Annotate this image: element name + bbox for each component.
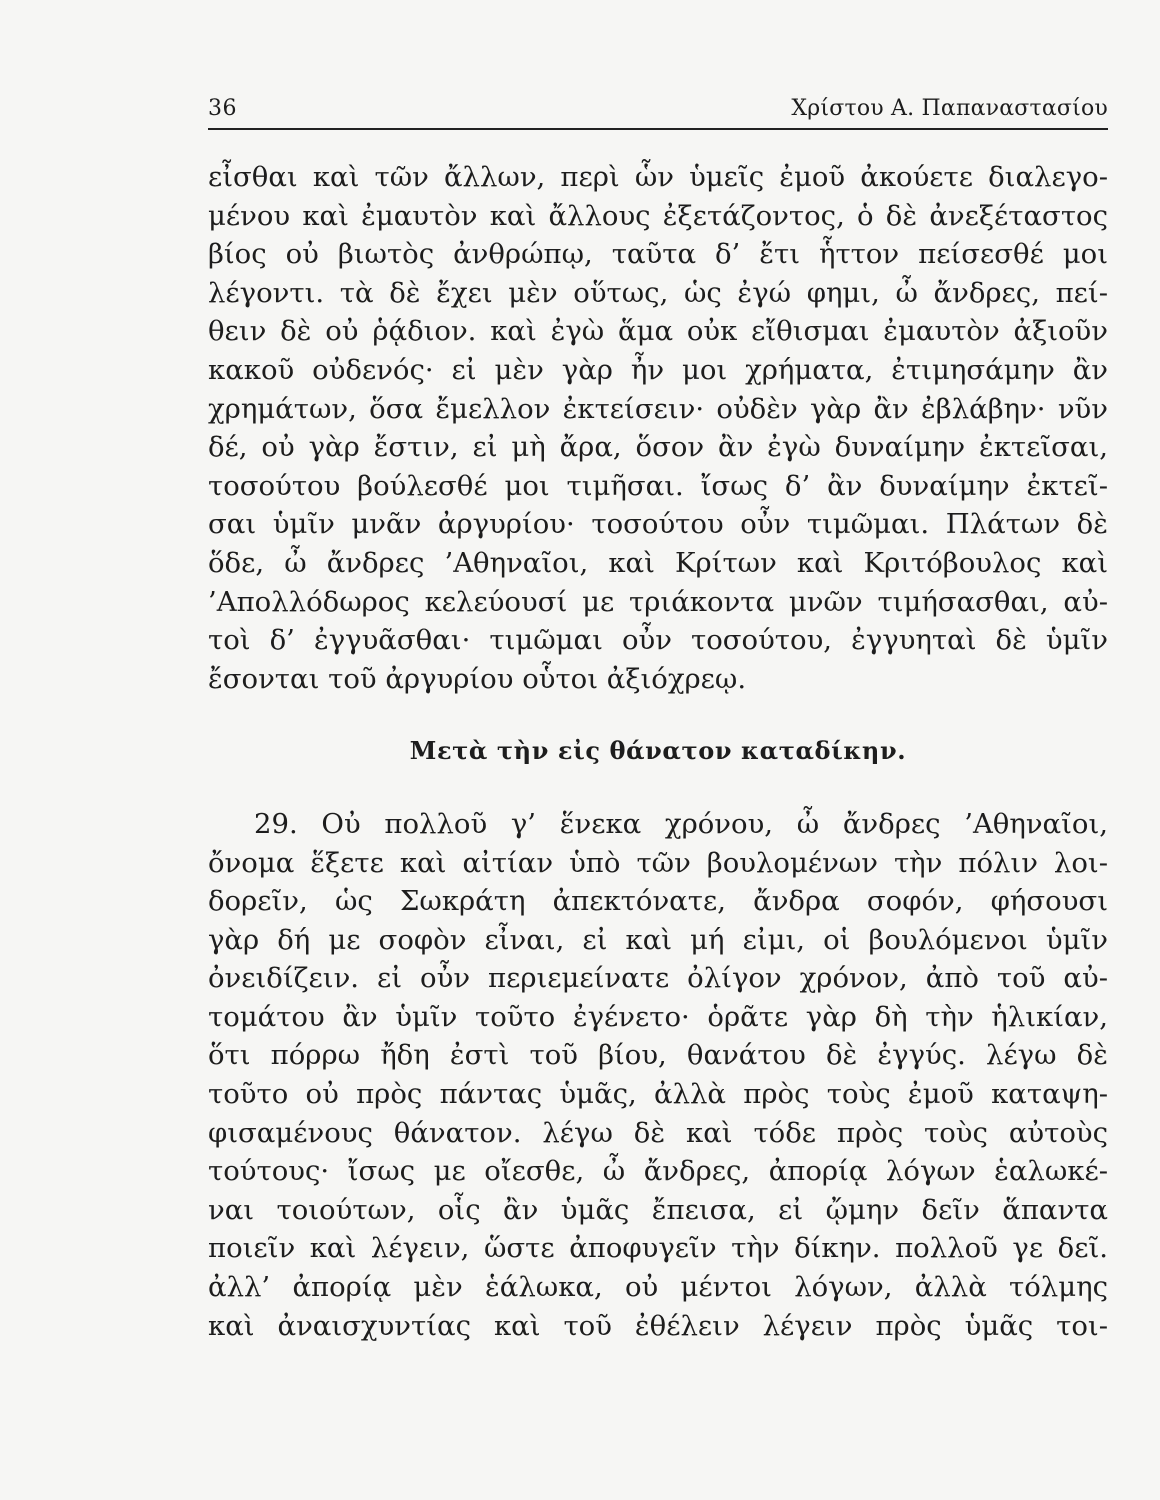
header-rule [208,128,1108,130]
paragraph-1 [208,158,1108,698]
text-line: ἀλλ’ ἀπορίᾳ μὲν ἑάλωκα, οὐ μέντοι λόγων, ἀλλὰ τόλμης [208,1271,1108,1304]
text-line: ὅδε, ὦ ἄνδρες ’Αθηναῖοι, καὶ Κρίτων καὶ Κριτόβουλος καὶ [208,546,1108,579]
text-line: βίος οὐ βιωτὸς ἀνθρώπῳ, ταῦτα δ’ ἔτι ἧττον πείσεσθέ μοι [208,238,1108,271]
text-line: ναι τοιούτων, οἷς ἂν ὑμᾶς ἔπεισα, εἰ ᾤμην δεῖν ἅπαντα [208,1193,1108,1226]
text-line: 29. Οὐ πολλοῦ γ’ ἕνεκα χρόνου, ὦ ἄνδρες ’Αθηναῖοι, [254,807,1108,840]
text-line: σαι ὑμῖν μνᾶν ἀργυρίου· τοσούτου οὖν τιμῶμαι. Πλάτων δὲ [208,508,1108,541]
text-line: θειν δὲ οὐ ῥᾴδιον. καὶ ἐγὼ ἅμα οὐκ εἴθισμαι ἐμαυτὸν ἀξιοῦν [208,315,1108,348]
paragraph-2 [208,805,1108,1345]
text-line: τομάτου ἂν ὑμῖν τοῦτο ἐγένετο· ὁρᾶτε γὰρ δὴ τὴν ἡλικίαν, [208,1000,1108,1033]
text-line: τοῦτο οὐ πρὸς πάντας ὑμᾶς, ἀλλὰ πρὸς τοὺς ἐμοῦ καταψη- [208,1078,1108,1111]
body-text [208,158,1108,1345]
text-line: δορεῖν, ὡς Σωκράτη ἀπεκτόνατε, ἄνδρα σοφόν, φήσουσι [208,885,1108,918]
text-line: χρημάτων, ὅσα ἔμελλον ἐκτείσειν· οὐδὲν γὰρ ἂν ἐβλάβην· νῦν [208,392,1108,425]
text-line: ’Απολλόδωρος κελεύουσί με τριάκοντα μνῶν τιμήσασθαι, αὐ- [208,585,1108,618]
section-heading: Μετὰ τὴν εἰς θάνατον καταδίκην. [409,736,907,766]
text-line: τοὶ δ’ ἐγγυᾶσθαι· τιμῶμαι οὖν τοσούτου, ἐγγυηταὶ δὲ ὑμῖν [208,624,1108,657]
text-line: γὰρ δή με σοφὸν εἶναι, εἰ καὶ μή εἰμι, οἱ βουλόμενοι ὑμῖν [208,923,1108,956]
text-line: τοσούτου βούλεσθέ μοι τιμῆσαι. ἴσως δ’ ἂν δυναίμην ἐκτεῖ- [208,469,1108,502]
running-head: Χρίστου Α. Παπαναστασίου [791,96,1108,121]
text-line: καὶ ἀναισχυντίας καὶ τοῦ ἐθέλειν λέγειν πρὸς ὑμᾶς τοι- [208,1309,1108,1342]
text-line: ὅτι πόρρω ἤδη ἐστὶ τοῦ βίου, θανάτου δὲ ἐγγύς. λέγω δὲ [208,1039,1108,1072]
text-line: ὀνειδίζειν. εἰ οὖν περιεμείνατε ὀλίγον χρόνον, ἀπὸ τοῦ αὐ- [208,962,1108,995]
page-header [208,96,1108,130]
text-line: τούτους· ἴσως με οἴεσθε, ὦ ἄνδρες, ἀπορίᾳ λόγων ἑαλωκέ- [208,1155,1108,1188]
text-line: ἔσονται τοῦ ἀργυρίου οὗτοι ἀξιόχρεῳ. [208,662,747,695]
text-line: λέγοντι. τὰ δὲ ἔχει μὲν οὕτως, ὡς ἐγώ φημι, ὦ ἄνδρες, πεί- [208,276,1108,309]
text-line: κακοῦ οὐδενός· εἰ μὲν γὰρ ἦν μοι χρήματα, ἐτιμησάμην ἂν [208,353,1108,386]
text-line: δέ, οὐ γὰρ ἔστιν, εἰ μὴ ἄρα, ὅσον ἂν ἐγὼ δυναίμην ἐκτεῖσαι, [208,431,1108,464]
text-line: φισαμένους θάνατον. λέγω δὲ καὶ τόδε πρὸς τοὺς αὐτοὺς [208,1116,1108,1149]
text-line: μένου καὶ ἐμαυτὸν καὶ ἄλλους ἐξετάζοντος, ὁ δὲ ἀνεξέταστος [208,199,1108,232]
text-line: εἶσθαι καὶ τῶν ἄλλων, περὶ ὧν ὑμεῖς ἐμοῦ ἀκούετε διαλεγο- [208,161,1108,193]
text-line: ποιεῖν καὶ λέγειν, ὥστε ἀποφυγεῖν τὴν δίκην. πολλοῦ γε δεῖ. [208,1232,1108,1265]
page-number: 36 [208,96,237,121]
text-line: ὄνομα ἕξετε καὶ αἰτίαν ὑπὸ τῶν βουλομένων τὴν πόλιν λοι- [208,846,1108,879]
